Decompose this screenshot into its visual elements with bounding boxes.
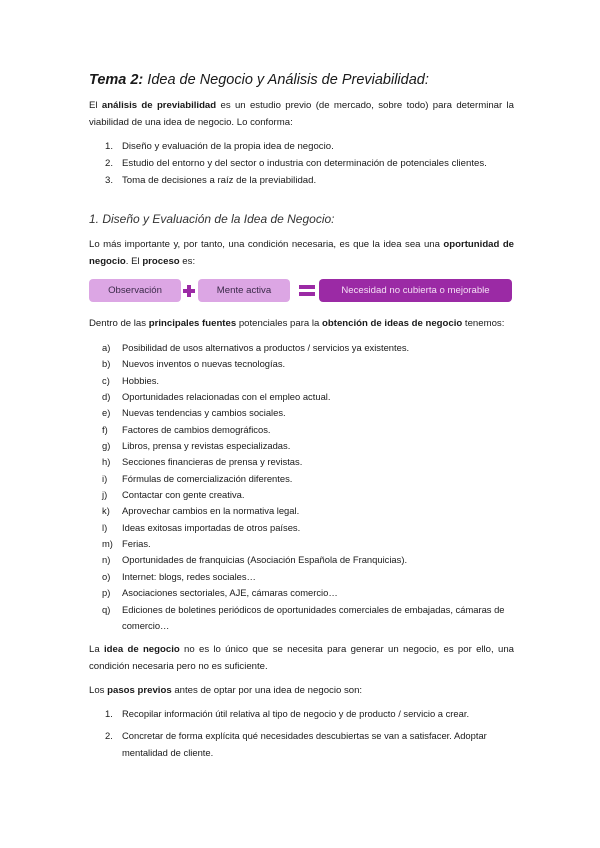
components-list	[89, 138, 519, 189]
list-item: f) Factores de cambios demográficos.	[102, 423, 271, 435]
list-item: c) Hobbies.	[102, 374, 160, 386]
section1-paragraph: Lo más importante y, por tanto, una condición necesaria, es que la idea sea una oportunidad de negocio. El proceso es:	[89, 239, 515, 267]
sources-paragraph: Dentro de las principales fuentes potenciales para la obtención de ideas de negocio tenemos:	[89, 318, 505, 329]
list-item: b) Nuevos inventos o nuevas tecnologías.	[102, 358, 286, 370]
list-item: n) Oportunidades de franquicias (Asociación Española de Franquicias).	[102, 554, 408, 566]
list-item: k) Aprovechar cambios en la normativa legal.	[102, 505, 300, 517]
list-item: e) Nuevas tendencias y cambios sociales.	[102, 407, 286, 419]
equals-icon	[299, 284, 315, 297]
list-item: a) Posibilidad de usos alternativos a productos / servicios ya existentes.	[102, 342, 410, 353]
list-item: i) Fórmulas de comercialización diferentes.	[102, 472, 293, 484]
list-item: 2. Estudio del entorno y del sector o industria con determinación de potenciales clientes.	[105, 158, 487, 169]
list-item: 1. Recopilar información útil relativa al tipo de negocio y de producto / servicio a crear.	[105, 708, 470, 719]
intro-term: análisis de previabilidad	[101, 100, 217, 111]
list-item: l) Ideas exitosas importadas de otros países.	[102, 521, 301, 533]
list-item: p) Asociaciones sectoriales, AJE, cámaras comercio…	[102, 587, 338, 599]
list-item: m) Ferias.	[102, 538, 151, 550]
sources-list	[89, 340, 521, 634]
intro-paragraph: El análisis de previabilidad es un estudio previo (de mercado, sobre todo) para determinar la viabilidad de una idea de negocio. Lo conforma:	[89, 100, 515, 128]
process-step-active-mind: Mente activa	[198, 279, 290, 302]
process-diagram	[89, 279, 514, 304]
list-item: 1. Diseño y evaluación de la propia idea de negocio.	[105, 141, 334, 152]
steps-list	[89, 706, 521, 761]
list-item: 2. Concretar de forma explícita qué necesidades descubiertas se van a satisfacer. Adoptar mentalidad de cliente.	[105, 730, 487, 758]
title-text: Idea de Negocio y Análisis de Previabilidad:	[143, 72, 429, 88]
list-item: j) Contactar con gente creativa.	[102, 489, 245, 501]
list-item: h) Secciones financieras de prensa y revistas.	[102, 456, 303, 468]
steps-paragraph: Los pasos previos antes de optar por una idea de negocio son:	[89, 685, 363, 696]
section-heading: 1. Diseño y Evaluación de la Idea de Negocio:	[89, 212, 335, 226]
list-item: 3. Toma de decisiones a raíz de la previabilidad.	[105, 175, 317, 186]
list-item: q) Ediciones de boletines periódicos de oportunidades comerciales de embajadas, cámaras de comercio…	[102, 603, 505, 631]
list-item: g) Libros, prensa y revistas especializadas.	[102, 440, 291, 452]
title-topic: Tema 2:	[89, 72, 144, 88]
idea-paragraph: La idea de negocio no es lo único que se necesita para generar un negocio, es por ello, una condición necesaria pero no es suficiente.	[89, 644, 514, 672]
plus-icon	[183, 285, 195, 297]
list-item: o) Internet: blogs, redes sociales…	[102, 570, 256, 582]
process-result: Necesidad no cubierta o mejorable	[319, 279, 512, 302]
page-title	[89, 72, 429, 88]
list-item: d) Oportunidades relacionadas con el empleo actual.	[102, 391, 331, 403]
process-step-observation: Observación	[89, 279, 181, 302]
